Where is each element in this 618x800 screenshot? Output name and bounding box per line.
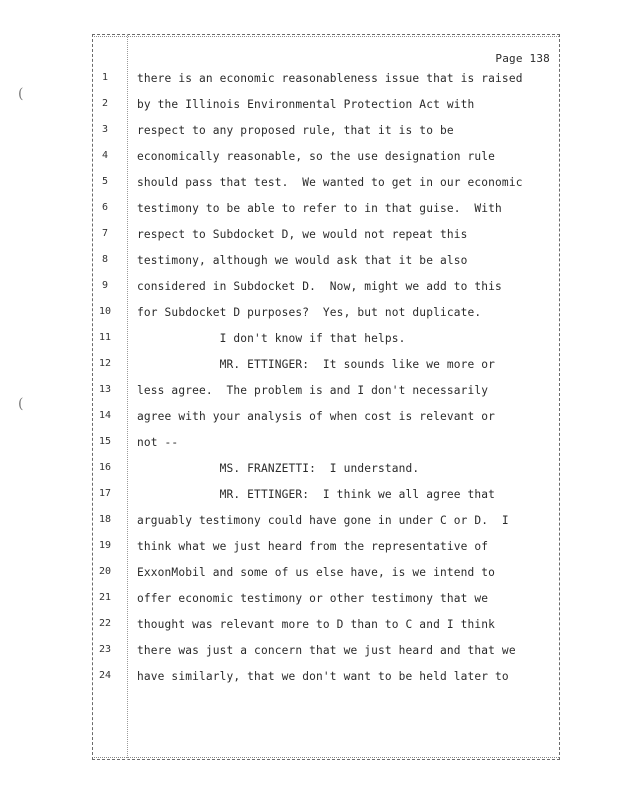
transcript-line: agree with your analysis of when cost is relevant or: [137, 410, 496, 423]
transcript-line: not --: [137, 436, 179, 449]
line-number: 3: [101, 124, 109, 135]
scan-artifact-bottom: [94, 757, 559, 758]
line-number: 5: [101, 176, 109, 187]
transcript-line: have similarly, that we don't want to be held later to: [137, 670, 509, 683]
line-number: 24: [98, 670, 112, 681]
transcript-line: MR. ETTINGER: It sounds like we more or: [137, 358, 496, 371]
scan-artifact-top: [94, 36, 559, 37]
line-number: 4: [101, 150, 109, 161]
transcript-line: for Subdocket D purposes? Yes, but not duplicate.: [137, 306, 482, 319]
transcript-line: respect to Subdocket D, we would not repeat this: [137, 228, 468, 241]
transcript-line: testimony to be able to refer to in that guise. With: [137, 202, 502, 215]
binder-hole-mark-top: (: [18, 86, 24, 102]
line-number: 7: [101, 228, 109, 239]
line-number: 11: [98, 332, 112, 343]
transcript-line: think what we just heard from the representative of: [137, 540, 489, 553]
transcript-line: by the Illinois Environmental Protection Act with: [137, 98, 475, 111]
transcript-line: respect to any proposed rule, that it is to be: [137, 124, 454, 137]
transcript-line: MR. ETTINGER: I think we all agree that: [137, 488, 496, 501]
transcript-line: there is an economic reasonableness issue that is raised: [137, 72, 523, 85]
transcript-line: testimony, although we would ask that it be also: [137, 254, 468, 267]
line-number: 2: [101, 98, 109, 109]
transcript-line: ExxonMobil and some of us else have, is we intend to: [137, 566, 496, 579]
line-number: 6: [101, 202, 109, 213]
page-number: Page 138: [495, 52, 550, 65]
line-number: 22: [98, 618, 112, 629]
transcript-line: offer economic testimony or other testimony that we: [137, 592, 489, 605]
transcript-line: economically reasonable, so the use designation rule: [137, 150, 496, 163]
line-number: 15: [98, 436, 112, 447]
line-number: 9: [101, 280, 109, 291]
transcript-line: arguably testimony could have gone in under C or D. I: [137, 514, 509, 527]
transcript-line: considered in Subdocket D. Now, might we add to this: [137, 280, 502, 293]
line-number: 23: [98, 644, 112, 655]
transcript-line: thought was relevant more to D than to C and I think: [137, 618, 496, 631]
line-number: 8: [101, 254, 109, 265]
line-number: 12: [98, 358, 112, 369]
line-number: 19: [98, 540, 112, 551]
transcript-line: MS. FRANZETTI: I understand.: [137, 462, 420, 475]
transcript-line: there was just a concern that we just heard and that we: [137, 644, 516, 657]
transcript-line: I don't know if that helps.: [137, 332, 406, 345]
line-number: 13: [98, 384, 112, 395]
line-number: 16: [98, 462, 112, 473]
line-number-margin-rule: [127, 34, 128, 760]
line-number: 17: [98, 488, 112, 499]
line-number: 18: [98, 514, 112, 525]
transcript-line: less agree. The problem is and I don't necessarily: [137, 384, 489, 397]
line-number: 10: [98, 306, 112, 317]
line-number: 1: [101, 72, 109, 83]
line-number: 21: [98, 592, 112, 603]
transcript-line: should pass that test. We wanted to get in our economic: [137, 176, 523, 189]
line-number: 14: [98, 410, 112, 421]
binder-hole-mark-middle: (: [18, 396, 24, 412]
line-number: 20: [98, 566, 112, 577]
